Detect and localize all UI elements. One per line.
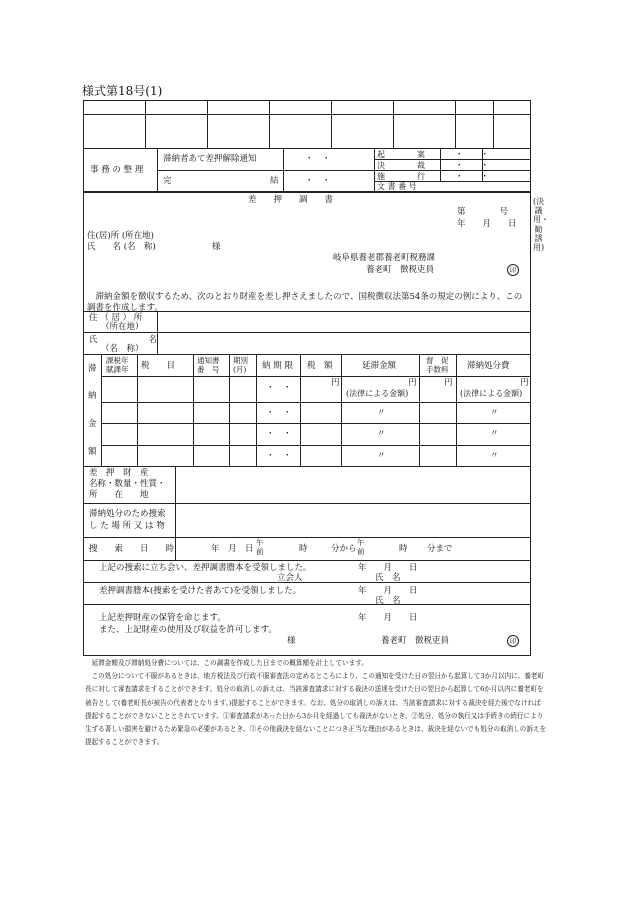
arrears-side-1: 滞 [88, 364, 97, 374]
copy-receipt-name: 氏 名 [375, 596, 401, 606]
search-from-min: 分から [331, 544, 357, 554]
copy-receipt-date: 年 月 日 [358, 586, 418, 596]
search-time-label: 捜 索 日 時 [89, 544, 175, 554]
witness-date: 年 月 日 [358, 563, 418, 573]
rule [83, 560, 531, 561]
rule [101, 445, 531, 446]
col-notice-no: 通知書 [197, 356, 220, 365]
due-date-2: ・ ・ [266, 408, 292, 418]
rule [83, 114, 531, 115]
due-date-1: ・ ・ [266, 383, 292, 393]
col-period-2: (月) [233, 365, 247, 374]
custody-date: 年 月 日 [358, 613, 418, 623]
arrears-side-4: 額 [88, 447, 97, 457]
due-date-3: ・ ・ [266, 429, 292, 439]
rule [300, 354, 301, 466]
rule [83, 604, 531, 605]
ditto-mark: 〃 [490, 429, 499, 439]
am-pm-2: 午前 [357, 538, 365, 556]
rule [229, 354, 230, 466]
ditto-mark: 〃 [490, 451, 499, 461]
draft-label: 起 案 [377, 150, 425, 159]
rule [455, 100, 456, 148]
search-place-label-2: し た 場 所 又 は 物 [89, 521, 165, 531]
document-number: 第 号 [457, 207, 509, 217]
rule [374, 170, 531, 171]
rule [374, 148, 375, 192]
legal-amount-note: (法律による金額) [346, 389, 409, 398]
seized-property-label-1: 差 押 財 産 [89, 468, 149, 478]
rule [193, 354, 194, 466]
col-tax-year-2: 賦課年 [106, 365, 129, 374]
rule [101, 402, 531, 403]
rule [440, 148, 441, 181]
search-from-hour: 時 [299, 544, 308, 554]
office-name: 岐阜県養老郡養老町税務課 [333, 253, 436, 263]
rule [137, 354, 138, 466]
seized-property-label-3: 所 在 地 [89, 490, 149, 500]
search-to-hour: 時 [399, 544, 408, 554]
complete-label-2: 結 [270, 176, 279, 186]
ditto-mark: 〃 [490, 408, 499, 418]
intro-text: 滞納金額を徴収するため、次のとおり財産を差し押さえましたので、国税徴収法第54条の規定の例により、この調書を作成します。 [87, 292, 523, 313]
taxpayer-name-label: 氏 名 [89, 335, 158, 345]
addressee-suffix: 様 [212, 242, 221, 252]
rule [456, 354, 457, 466]
document-title: 差 押 調 書 [248, 195, 334, 205]
col-period: 期別 [233, 356, 248, 365]
rule [157, 311, 158, 354]
due-date-4: ・ ・ [266, 451, 292, 461]
legal-amount-note: (法律による金額) [460, 389, 523, 398]
document-number-label: 文 書 番 号 [377, 182, 417, 191]
witness-statement: 上記の捜索に立ち会い、差押調書謄本を受領しました。 [99, 563, 312, 573]
note-estimate: 延滞金額及び滞納処分費については、この調書を作成した日までの概算額を計上しています。 [85, 659, 368, 667]
am-pm-1: 午前 [256, 538, 264, 556]
yen-unit: 円 [444, 378, 453, 388]
rule [256, 354, 257, 466]
seized-property-label-2: 名称・数量・性質・ [89, 479, 166, 489]
execution-date: ・ ・ [455, 172, 490, 182]
yen-unit: 円 [520, 378, 529, 388]
seal-icon: 印 [507, 635, 519, 647]
approval-date: ・ ・ [455, 161, 490, 171]
copy-receipt-statement: 差押調書謄本(捜索を受けた者あて)を受領しました。 [99, 586, 302, 596]
col-demand-fee: 督 促 [426, 356, 449, 365]
ditto-mark: 〃 [377, 451, 386, 461]
col-notice-no-2: 番 号 [197, 365, 220, 374]
search-time-date: 年 月 日 [211, 544, 254, 554]
yen-unit: 円 [408, 378, 417, 388]
rule [83, 311, 531, 312]
rule [157, 170, 374, 171]
rule [331, 100, 332, 148]
rule [101, 354, 102, 466]
rule [374, 159, 531, 160]
complete-label: 完 [163, 176, 172, 186]
arrears-side-2: 納 [88, 391, 97, 401]
custody-order-2: また、上記財産の使用及び収益を許可します。 [99, 625, 277, 635]
custody-addressee: 様 [287, 636, 296, 646]
custody-order-1: 上記差押財産の保管を命じます。 [99, 613, 226, 623]
rule [207, 100, 208, 148]
rule [175, 466, 176, 560]
side-note: (決議用・勧誘用) [533, 197, 549, 253]
col-proc-cost: 滞納処分費 [467, 361, 510, 371]
col-tax-year: 課税年 [106, 356, 129, 365]
rule [283, 148, 284, 192]
rule [145, 100, 146, 148]
seal-icon: 印 [507, 264, 519, 276]
rule [341, 354, 342, 466]
taxpayer-name-sub: （名 称） [101, 344, 144, 354]
rule [157, 148, 158, 192]
col-late-charge: 延滞金額 [362, 361, 397, 371]
rule [269, 100, 270, 148]
col-due-date: 納 期 限 [262, 361, 293, 371]
name-heading: 氏 名 (名 称) [87, 242, 156, 252]
draft-date: ・ ・ [455, 150, 490, 160]
complete-date: ・ ・ [305, 176, 331, 186]
note-appeal: この処分について不服があるときは、地方税法及び行政不服審査法の定めるところにより、この通知を受けた日の翌日から起算して3か月以内に、養老町長に対して審査請求をすることができます。処分の取消しの訴えは、当該審査請求に対する裁決の送達を受けた日の翌日から起算して6か月以内に養老町を被告として(養老町長が被告の代表者となります。)提起することができます。なお、処分の取消しの訴えは、当該審査請求に対する裁決を経た後でなければ提起することができないこととされています。①審査請求があった日から3か月を経過しても裁決がないとき、②処分、処分の執行又は手続きの続行により生ずる著しい損害を避けるため緊急の必要があるとき、③その他裁決を経ないことにつき正当な理由があるときは、裁決を経ないでも処分の取消しの訴えを提起することができます。 [85, 672, 547, 747]
witness-name: 氏 名 [375, 573, 401, 583]
release-notice-label: 滞納者あて差押解除通知 [163, 154, 257, 164]
address-heading: 住(居)所 (所在地) [87, 231, 154, 241]
rule [393, 100, 394, 148]
search-to-min: 分まで [427, 544, 453, 554]
col-tax-amount: 税 額 [307, 361, 333, 371]
col-demand-fee-2: 手数料 [426, 365, 449, 374]
col-tax-item: 税 目 [141, 361, 176, 371]
rule [83, 332, 531, 333]
rule [419, 354, 420, 466]
taxpayer-address-label: 住 （ 居 ） 所 [89, 313, 143, 323]
execution-label: 施 行 [377, 172, 425, 181]
rule [83, 466, 531, 467]
arrears-side-3: 金 [88, 419, 97, 429]
officer-title: 養老町 徴税吏員 [366, 265, 435, 275]
office-label: 事 務 の 整 理 [90, 165, 144, 175]
rule [83, 582, 531, 583]
custody-officer: 養老町 徴税吏員 [381, 636, 450, 646]
rule [101, 423, 531, 424]
document-date: 年 月 日 [457, 219, 517, 229]
taxpayer-address-sub: （所在地） [101, 322, 144, 332]
witness-label: 立会人 [277, 573, 303, 583]
rule [83, 537, 531, 538]
rule [83, 354, 531, 355]
rule [101, 376, 531, 377]
yen-unit: 円 [331, 378, 340, 388]
form-number: 様式第18号(1) [82, 84, 163, 98]
release-notice-date: ・ ・ [305, 154, 331, 164]
rule [83, 148, 531, 149]
rule [493, 100, 494, 148]
ditto-mark: 〃 [377, 408, 386, 418]
ditto-mark: 〃 [377, 429, 386, 439]
rule [83, 503, 531, 504]
approval-label: 決 裁 [377, 161, 425, 170]
search-place-label-1: 滞納処分のため捜索 [89, 509, 166, 519]
